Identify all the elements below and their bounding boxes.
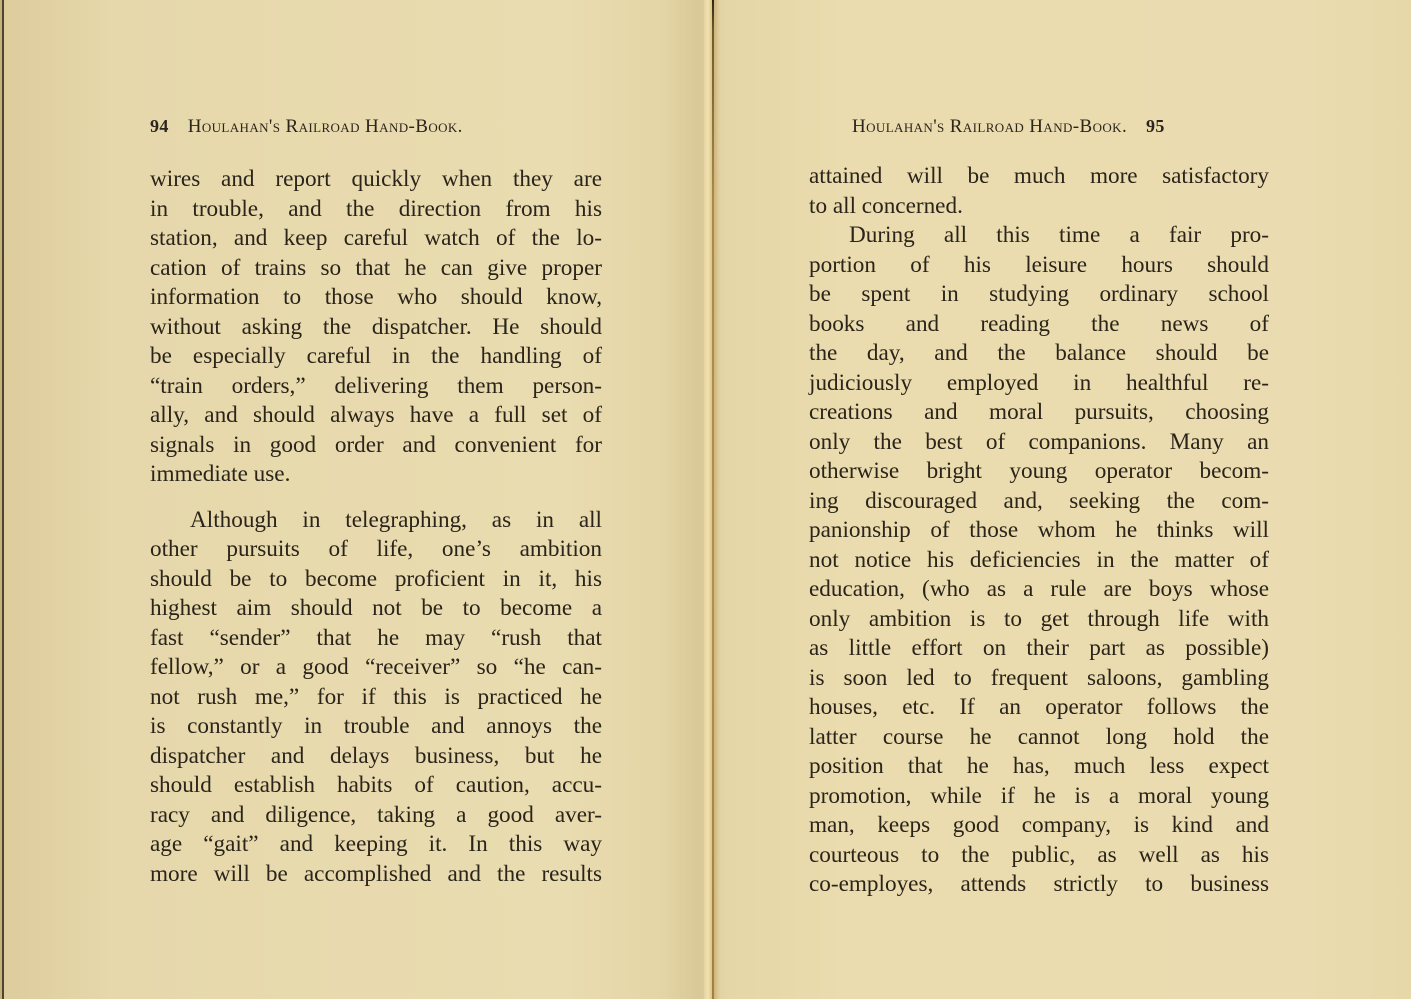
text-line: information to those who should know, bbox=[150, 284, 602, 310]
text-line: co-employes, attends strictly to business bbox=[809, 871, 1269, 897]
running-head-title: Houlahan's Railroad Hand-Book. bbox=[852, 116, 1128, 137]
text-line: only ambition is to get through life with bbox=[809, 605, 1269, 632]
paragraph-gap bbox=[150, 490, 602, 506]
text-line: portion of his leisure hours should bbox=[809, 251, 1269, 278]
text-line: immediate use. bbox=[150, 461, 291, 487]
text-line: as little effort on their part as possible) bbox=[809, 635, 1269, 661]
text-line: be especially careful in the handling of bbox=[150, 343, 602, 369]
text-line: is constantly in trouble and annoys the bbox=[150, 713, 602, 739]
text-line: books and reading the news of bbox=[809, 310, 1269, 337]
text-line: should be to become proficient in it, his bbox=[150, 565, 602, 592]
text-line: panionship of those whom he thinks will bbox=[809, 517, 1269, 543]
text-line: without asking the dispatcher. He should bbox=[150, 313, 602, 340]
paragraph bbox=[809, 221, 1269, 900]
gutter-highlight bbox=[704, 0, 712, 999]
running-head-right bbox=[852, 116, 1165, 138]
text-line: judiciously employed in healthful re- bbox=[809, 369, 1269, 396]
paragraph bbox=[150, 506, 602, 890]
text-line: other pursuits of life, one’s ambition bbox=[150, 536, 602, 562]
text-line: is soon led to frequent saloons, gambling bbox=[809, 664, 1269, 691]
text-line: fast “sender” that he may “rush that bbox=[150, 624, 602, 651]
page-number: 94 bbox=[150, 116, 169, 136]
text-line: attained will be much more satisfactory bbox=[809, 163, 1269, 189]
text-line: should establish habits of caution, accu- bbox=[150, 772, 602, 798]
page-number: 95 bbox=[1146, 116, 1165, 136]
text-line: man, keeps good company, is kind and bbox=[809, 812, 1269, 838]
text-line: houses, etc. If an operator follows the bbox=[809, 694, 1269, 720]
text-line: ing discouraged and, seeking the com- bbox=[809, 487, 1269, 514]
text-line: creations and moral pursuits, choosing bbox=[809, 399, 1269, 425]
paragraph bbox=[150, 165, 602, 490]
running-head-left bbox=[150, 116, 463, 138]
left-page bbox=[0, 0, 704, 999]
text-line: wires and report quickly when they are bbox=[150, 166, 602, 192]
running-head-title: Houlahan's Railroad Hand-Book. bbox=[187, 116, 463, 137]
text-line: ally, and should always have a full set of bbox=[150, 402, 602, 428]
text-line: more will be accomplished and the results bbox=[150, 860, 602, 887]
body-text-left bbox=[150, 165, 602, 889]
text-line: only the best of companions. Many an bbox=[809, 428, 1269, 455]
text-line: signals in good order and convenient for bbox=[150, 431, 602, 458]
text-line: the day, and the balance should be bbox=[809, 340, 1269, 366]
body-text-right bbox=[809, 162, 1269, 900]
text-line: not notice his deficiencies in the matter of bbox=[809, 546, 1269, 573]
text-line: highest aim should not be to become a bbox=[150, 595, 602, 621]
text-line: racy and diligence, taking a good aver- bbox=[150, 801, 602, 828]
text-line: otherwise bright young operator becom- bbox=[809, 458, 1269, 484]
text-line: not rush me,” for if this is practiced he bbox=[150, 683, 602, 710]
text-line: Although in telegraphing, as in all bbox=[190, 506, 602, 533]
text-line: station, and keep careful watch of the lo- bbox=[150, 225, 602, 251]
right-page bbox=[720, 0, 1411, 999]
text-line: dispatcher and delays business, but he bbox=[150, 742, 602, 769]
text-line: age “gait” and keeping it. In this way bbox=[150, 831, 602, 857]
text-line: education, (who as a rule are boys whose bbox=[809, 576, 1269, 602]
text-line: fellow,” or a good “receiver” so “he can- bbox=[150, 654, 602, 680]
paragraph bbox=[809, 162, 1269, 221]
text-line: be spent in studying ordinary school bbox=[809, 281, 1269, 307]
text-line: to all concerned. bbox=[809, 192, 963, 219]
text-line: cation of trains so that he can give proper bbox=[150, 254, 602, 281]
text-line: latter course he cannot long hold the bbox=[809, 723, 1269, 750]
text-line: position that he has, much less expect bbox=[809, 753, 1269, 779]
text-line: During all this time a fair pro- bbox=[849, 222, 1269, 248]
text-line: “train orders,” delivering them person- bbox=[150, 372, 602, 399]
text-line: courteous to the public, as well as his bbox=[809, 841, 1269, 868]
text-line: in trouble, and the direction from his bbox=[150, 195, 602, 222]
book-gutter bbox=[704, 0, 720, 999]
text-line: promotion, while if he is a moral young bbox=[809, 782, 1269, 809]
